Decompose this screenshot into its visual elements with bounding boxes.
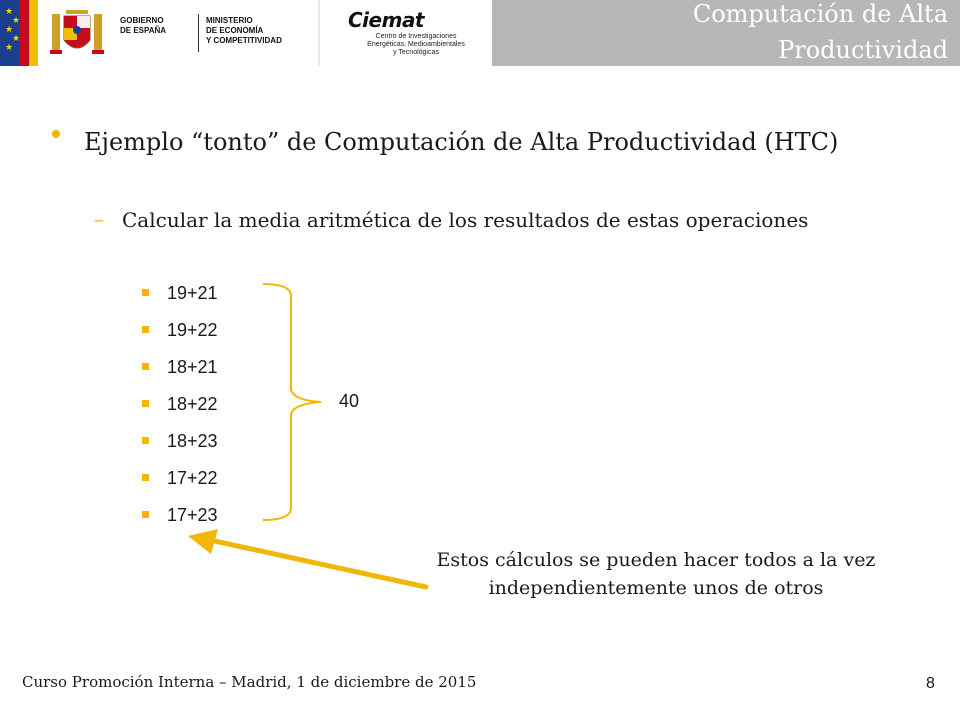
right-brace-icon [255, 282, 335, 522]
square-bullet-icon [142, 400, 149, 407]
divider [198, 14, 199, 52]
ministry-label: MINISTERIO DE ECONOMÍA Y COMPETITIVIDAD [206, 16, 282, 45]
footer-text: Curso Promoción Interna – Madrid, 1 de diciembre de 2015 [22, 673, 477, 691]
ciemat-subtitle: Centro de Investigaciones Energéticas, Medioambientales y Tecnológicas [367, 33, 465, 56]
arrow-icon [180, 528, 440, 598]
spain-flag-yellow-stripe [29, 0, 38, 66]
operation-item: 17+22 [142, 466, 282, 503]
slide-title-box [492, 0, 960, 66]
government-label: GOBIERNO DE ESPAÑA [120, 16, 167, 35]
spain-coat-of-arms-icon [48, 4, 106, 62]
page-number: 8 [926, 675, 935, 692]
operation-item: 17+23 [142, 503, 282, 540]
main-bullet-text: Ejemplo “tonto” de Computación de Alta Productividad (HTC) [84, 128, 839, 156]
spain-flag-red-stripe [20, 0, 29, 66]
square-bullet-icon [142, 326, 149, 333]
square-bullet-icon [142, 289, 149, 296]
square-bullet-icon [142, 474, 149, 481]
eu-flag-strip: ★ ★ ★ ★ ★ [0, 0, 38, 66]
sub-bullet-text: Calcular la media aritmética de los resultados de estas operaciones [122, 208, 809, 232]
operation-item: 18+22 [142, 392, 282, 429]
square-bullet-icon [142, 437, 149, 444]
bullet-dot-icon [52, 130, 60, 138]
result-value: 40 [339, 391, 360, 411]
annotation-note: Estos cálculos se pueden hacer todos a la vez independientemente unos de otros [436, 549, 876, 599]
ciemat-logo-box [318, 0, 494, 66]
operation-item: 18+21 [142, 355, 282, 392]
ciemat-logo: Ciemat [348, 8, 424, 32]
operation-item: 18+23 [142, 429, 282, 466]
operation-item: 19+21 [142, 281, 282, 318]
square-bullet-icon [142, 511, 149, 518]
operation-item: 19+22 [142, 318, 282, 355]
slide-header [0, 0, 960, 66]
square-bullet-icon [142, 363, 149, 370]
sub-bullet-dash: – [94, 207, 104, 231]
slide-title: Computación de Alta Productividad [692, 0, 948, 64]
